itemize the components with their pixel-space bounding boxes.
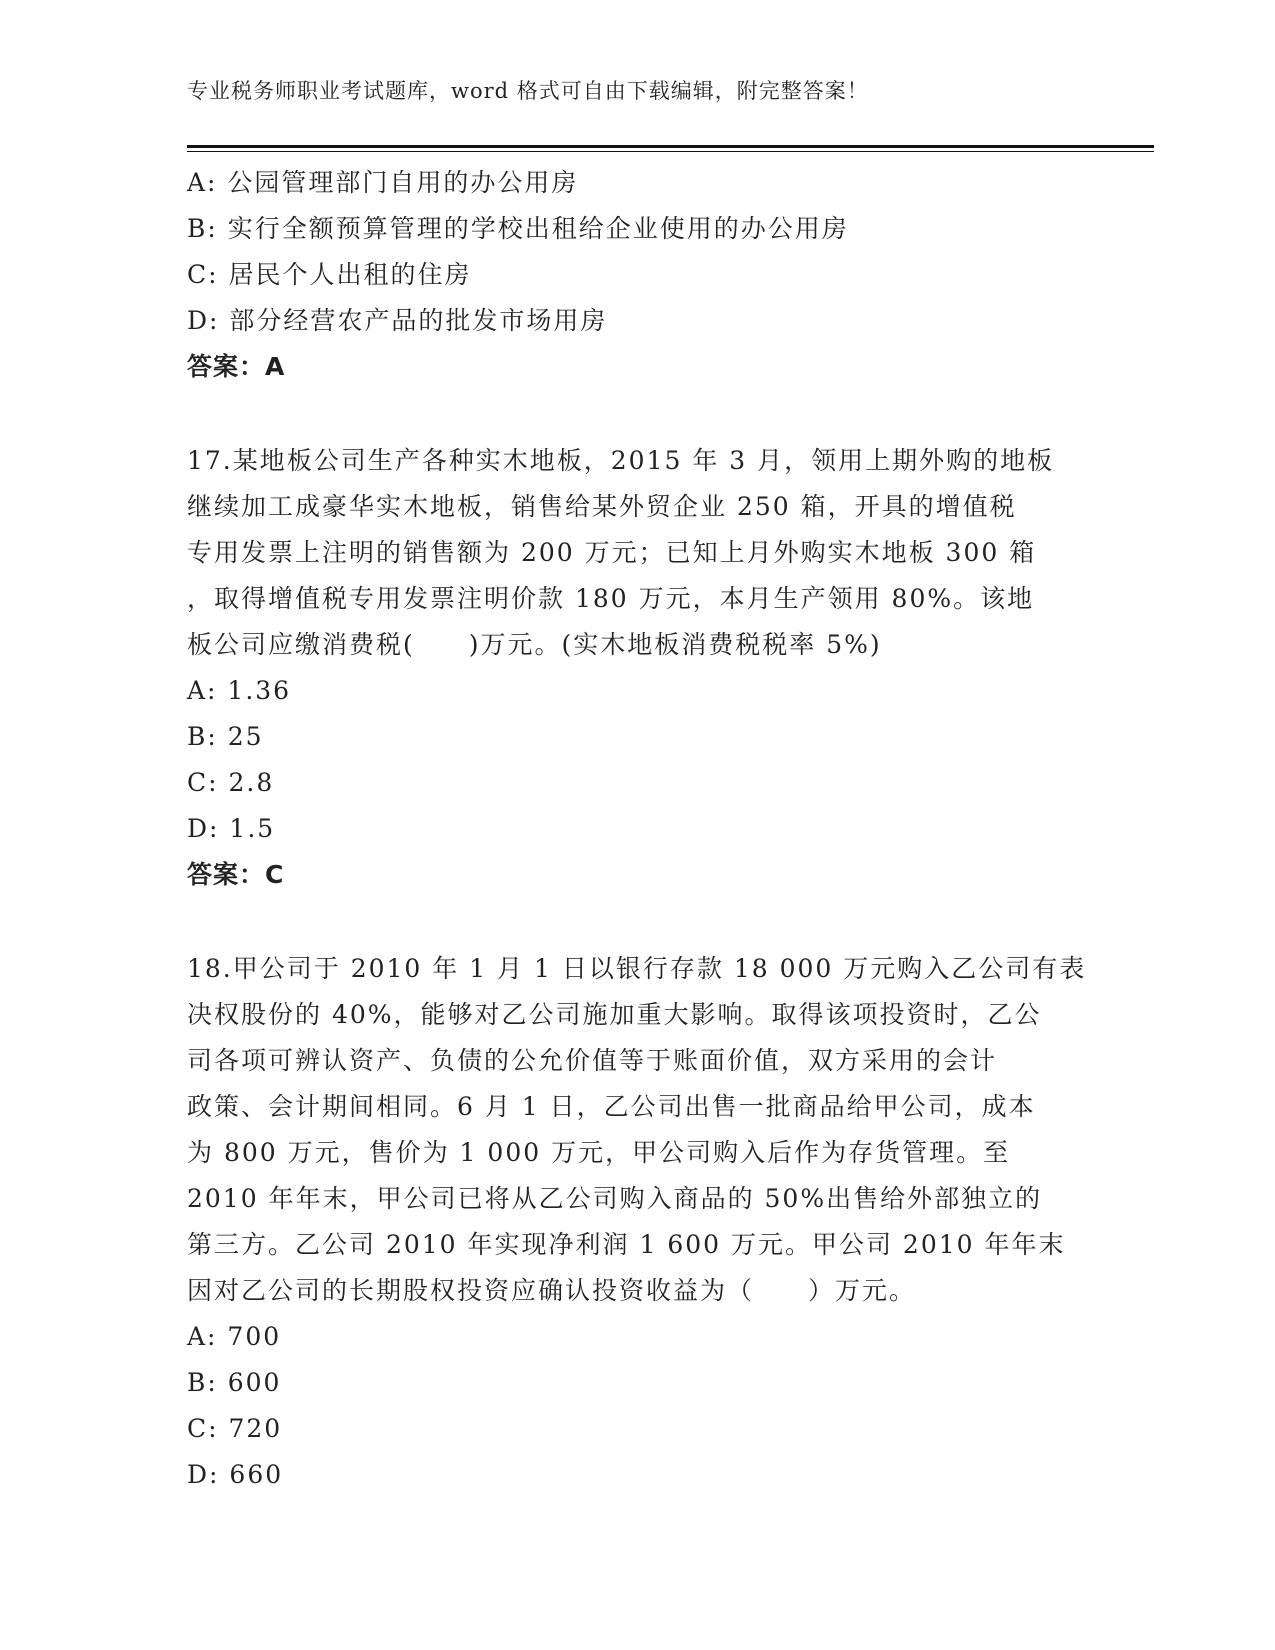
question-line: 决权股份的 40%，能够对乙公司施加重大影响。取得该项投资时，乙公: [187, 1000, 1042, 1029]
question-line: 板公司应缴消费税( )万元。(实木地板消费税税率 5%): [187, 630, 882, 659]
option-c: C: 2.8: [187, 768, 275, 797]
option-a: A: 700: [187, 1322, 282, 1351]
question-line: 第三方。乙公司 2010 年实现净利润 1 600 万元。甲公司 2010 年年末: [187, 1230, 1066, 1259]
spacer: [187, 390, 1087, 438]
question-line: 17.某地板公司生产各种实木地板，2015 年 3 月，领用上期外购的地板: [187, 446, 1055, 475]
header-rule-thin: [187, 151, 1154, 152]
question-16-answer: 答案：A: [187, 352, 286, 381]
option-b: B: 实行全额预算管理的学校出租给企业使用的办公用房: [187, 214, 849, 243]
option-b: B: 25: [187, 722, 264, 751]
option-d: D: 部分经营农产品的批发市场用房: [187, 306, 608, 335]
question-line: 18.甲公司于 2010 年 1 月 1 日以银行存款 18 000 万元购入乙公司有表: [187, 954, 1087, 983]
question-line: 专用发票上注明的销售额为 200 万元；已知上月外购实木地板 300 箱: [187, 538, 1037, 567]
question-line: 继续加工成豪华实木地板，销售给某外贸企业 250 箱，开具的增值税: [187, 492, 1017, 521]
question-18-text: [187, 946, 1087, 1314]
question-line: 司各项可辨认资产、负债的公允价值等于账面价值，双方采用的会计: [187, 1046, 998, 1075]
exam-content: [187, 160, 1087, 1498]
question-17-answer: 答案：C: [187, 860, 285, 889]
question-17-options: [187, 668, 1087, 852]
option-c: C: 居民个人出租的住房: [187, 260, 472, 289]
question-line: 因对乙公司的长期股权投资应确认投资收益为（ ）万元。: [187, 1276, 917, 1305]
option-d: D: 1.5: [187, 814, 276, 843]
spacer: [187, 898, 1087, 946]
question-line: 为 800 万元，售价为 1 000 万元，甲公司购入后作为存货管理。至: [187, 1138, 1011, 1167]
question-17-text: [187, 438, 1087, 668]
option-a: A: 1.36: [187, 676, 292, 705]
option-b: B: 600: [187, 1368, 282, 1397]
question-18-options: [187, 1314, 1087, 1498]
question-line: 2010 年年末，甲公司已将从乙公司购入商品的 50%出售给外部独立的: [187, 1184, 1043, 1213]
question-line: ，取得增值税专用发票注明价款 180 万元，本月生产领用 80%。该地: [187, 584, 1035, 613]
question-16-options: [187, 160, 1087, 344]
option-c: C: 720: [187, 1414, 283, 1443]
page-header: 专业税务师职业考试题库，word 格式可自由下载编辑，附完整答案！: [187, 79, 869, 103]
option-a: A: 公园管理部门自用的办公用房: [187, 168, 579, 197]
header-rule-thick: [187, 145, 1154, 148]
question-line: 政策、会计期间相同。6 月 1 日，乙公司出售一批商品给甲公司，成本: [187, 1092, 1036, 1121]
option-d: D: 660: [187, 1460, 284, 1489]
